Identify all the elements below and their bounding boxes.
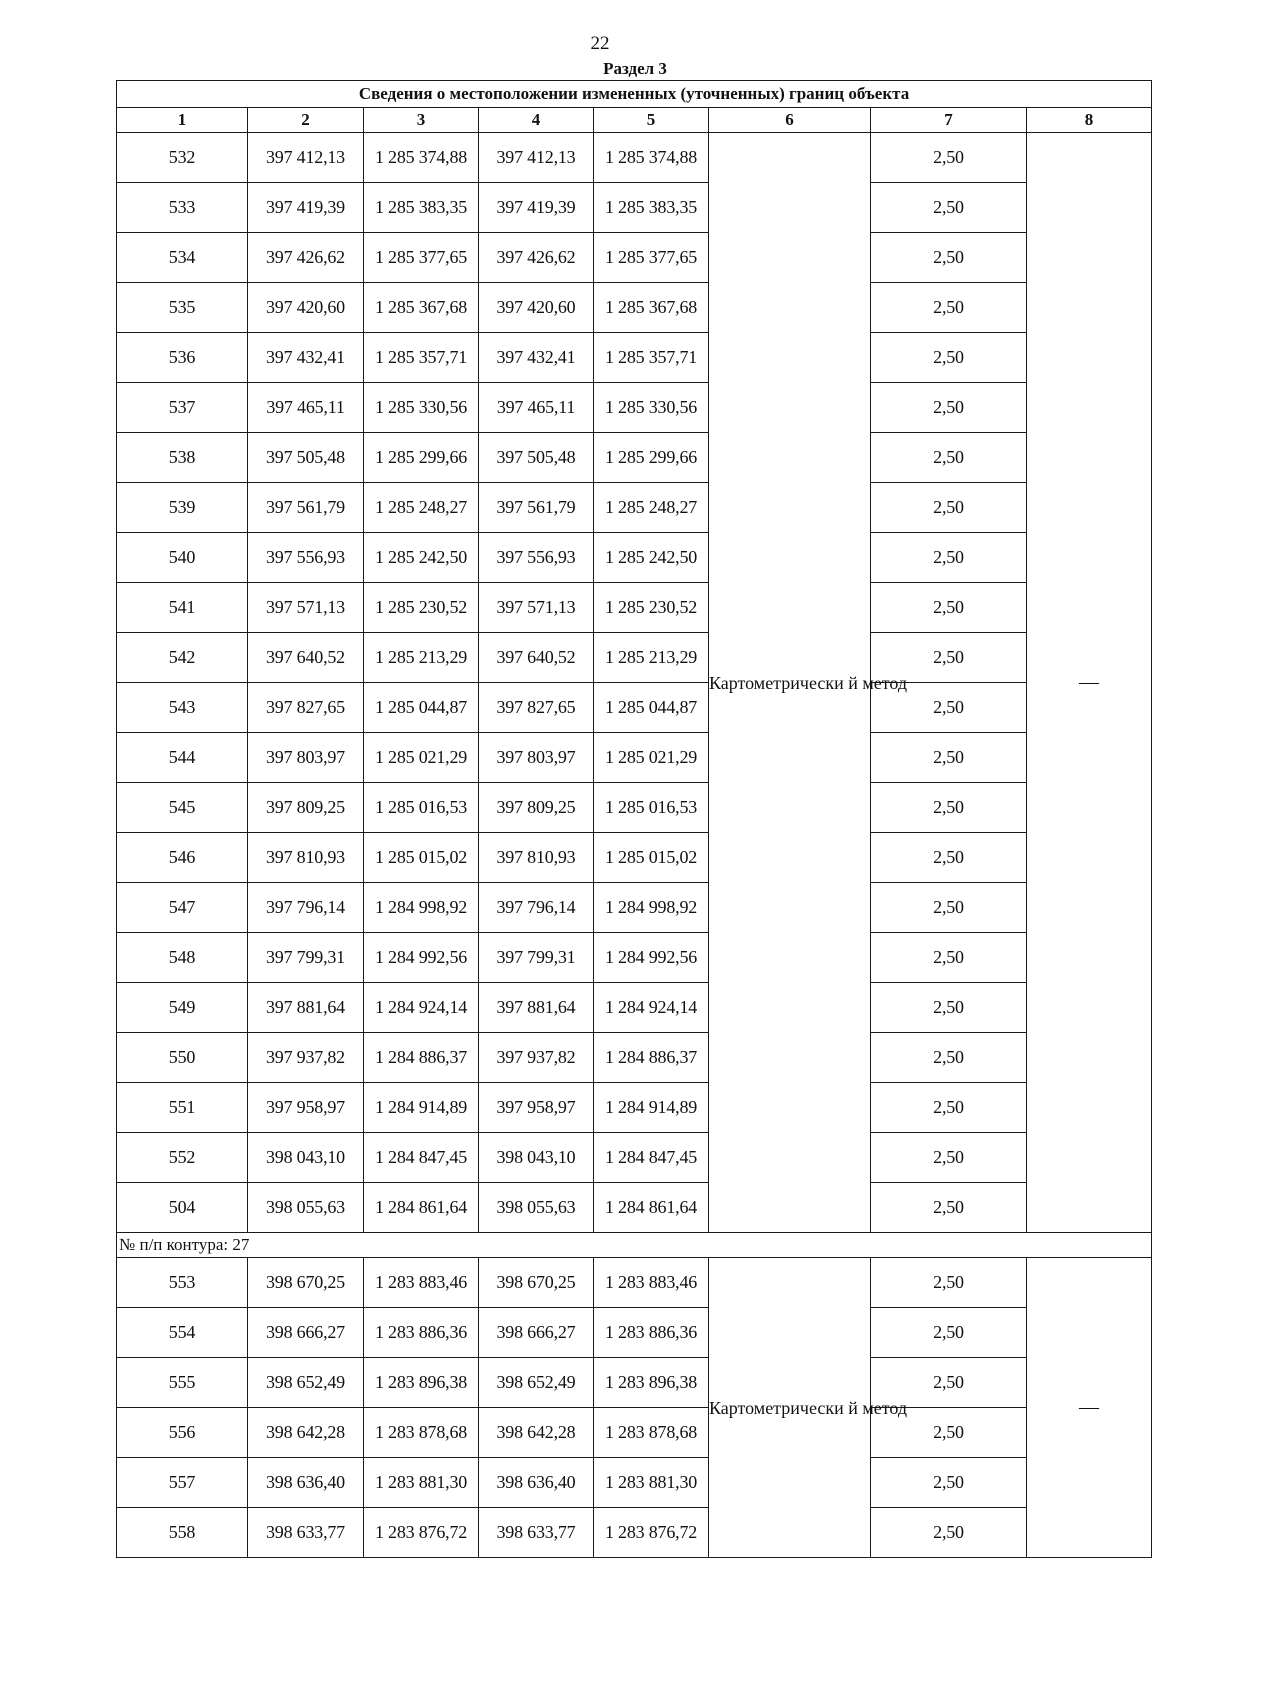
table-row <box>117 1258 1152 1308</box>
y-new-cell: 1 284 847,45 <box>594 1133 709 1183</box>
y-existing-cell: 1 283 878,68 <box>364 1408 479 1458</box>
x-new-cell: 397 803,97 <box>479 733 594 783</box>
x-new-cell: 398 636,40 <box>479 1458 594 1508</box>
y-new-cell: 1 284 886,37 <box>594 1033 709 1083</box>
y-new-cell: 1 284 914,89 <box>594 1083 709 1133</box>
accuracy-cell: 2,50 <box>871 483 1027 533</box>
x-existing-cell: 397 571,13 <box>248 583 364 633</box>
accuracy-cell: 2,50 <box>871 533 1027 583</box>
x-new-cell: 398 670,25 <box>479 1258 594 1308</box>
x-existing-cell: 398 642,28 <box>248 1408 364 1458</box>
y-existing-cell: 1 285 230,52 <box>364 583 479 633</box>
point-number-cell: 548 <box>117 933 248 983</box>
y-existing-cell: 1 284 914,89 <box>364 1083 479 1133</box>
point-number-cell: 537 <box>117 383 248 433</box>
y-new-cell: 1 284 861,64 <box>594 1183 709 1233</box>
y-existing-cell: 1 285 377,65 <box>364 233 479 283</box>
boundary-coordinates-table <box>116 80 1152 1558</box>
accuracy-cell: 2,50 <box>871 583 1027 633</box>
accuracy-cell: 2,50 <box>871 933 1027 983</box>
y-new-cell: 1 285 367,68 <box>594 283 709 333</box>
table-row <box>117 683 1152 733</box>
table-caption: Сведения о местоположении измененных (уточненных) границ объекта <box>117 81 1152 108</box>
table-body <box>117 81 1152 1558</box>
table-row <box>117 283 1152 333</box>
y-new-cell: 1 283 878,68 <box>594 1408 709 1458</box>
y-new-cell: 1 284 992,56 <box>594 933 709 983</box>
column-number: 2 <box>248 108 364 133</box>
accuracy-cell: 2,50 <box>871 1258 1027 1308</box>
accuracy-cell: 2,50 <box>871 183 1027 233</box>
point-number-cell: 553 <box>117 1258 248 1308</box>
x-new-cell: 398 633,77 <box>479 1508 594 1558</box>
x-new-cell: 398 642,28 <box>479 1408 594 1458</box>
x-new-cell: 397 556,93 <box>479 533 594 583</box>
y-existing-cell: 1 285 248,27 <box>364 483 479 533</box>
accuracy-cell: 2,50 <box>871 1183 1027 1233</box>
column-number: 5 <box>594 108 709 133</box>
point-number-cell: 545 <box>117 783 248 833</box>
point-number-cell: 539 <box>117 483 248 533</box>
table-row <box>117 983 1152 1033</box>
accuracy-cell: 2,50 <box>871 1458 1027 1508</box>
y-existing-cell: 1 285 367,68 <box>364 283 479 333</box>
table-row <box>117 333 1152 383</box>
x-new-cell: 397 640,52 <box>479 633 594 683</box>
y-existing-cell: 1 283 896,38 <box>364 1358 479 1408</box>
table-row <box>117 1458 1152 1508</box>
accuracy-cell: 2,50 <box>871 233 1027 283</box>
x-new-cell: 397 799,31 <box>479 933 594 983</box>
x-new-cell: 397 465,11 <box>479 383 594 433</box>
table-row <box>117 183 1152 233</box>
y-existing-cell: 1 285 016,53 <box>364 783 479 833</box>
point-number-cell: 551 <box>117 1083 248 1133</box>
y-existing-cell: 1 285 015,02 <box>364 833 479 883</box>
y-existing-cell: 1 285 044,87 <box>364 683 479 733</box>
y-new-cell: 1 285 213,29 <box>594 633 709 683</box>
x-new-cell: 398 055,63 <box>479 1183 594 1233</box>
y-existing-cell: 1 284 998,92 <box>364 883 479 933</box>
accuracy-cell: 2,50 <box>871 983 1027 1033</box>
point-number-cell: 534 <box>117 233 248 283</box>
x-existing-cell: 397 937,82 <box>248 1033 364 1083</box>
section-title: Раздел 3 <box>603 59 667 78</box>
x-existing-cell: 397 827,65 <box>248 683 364 733</box>
point-number-cell: 557 <box>117 1458 248 1508</box>
point-number-cell: 546 <box>117 833 248 883</box>
point-number-cell: 535 <box>117 283 248 333</box>
accuracy-cell: 2,50 <box>871 283 1027 333</box>
column-number: 1 <box>117 108 248 133</box>
accuracy-cell: 2,50 <box>871 1308 1027 1358</box>
x-existing-cell: 397 803,97 <box>248 733 364 783</box>
point-number-cell: 504 <box>117 1183 248 1233</box>
accuracy-cell: 2,50 <box>871 633 1027 683</box>
y-new-cell: 1 285 383,35 <box>594 183 709 233</box>
point-number-cell: 532 <box>117 133 248 183</box>
x-new-cell: 397 937,82 <box>479 1033 594 1083</box>
x-new-cell: 397 571,13 <box>479 583 594 633</box>
table-row <box>117 383 1152 433</box>
accuracy-cell: 2,50 <box>871 1358 1027 1408</box>
y-existing-cell: 1 284 992,56 <box>364 933 479 983</box>
accuracy-cell: 2,50 <box>871 683 1027 733</box>
y-new-cell: 1 284 924,14 <box>594 983 709 1033</box>
point-number-cell: 544 <box>117 733 248 783</box>
column-number: 6 <box>709 108 871 133</box>
y-new-cell: 1 285 016,53 <box>594 783 709 833</box>
x-new-cell: 397 412,13 <box>479 133 594 183</box>
column-8-cell: — <box>1027 1258 1152 1558</box>
accuracy-cell: 2,50 <box>871 883 1027 933</box>
table-row <box>117 733 1152 783</box>
contour-label-row <box>117 1233 1152 1258</box>
accuracy-cell: 2,50 <box>871 433 1027 483</box>
table-row <box>117 1133 1152 1183</box>
x-new-cell: 397 809,25 <box>479 783 594 833</box>
method-cell: Картометрически й метод <box>709 1258 871 1558</box>
y-new-cell: 1 283 876,72 <box>594 1508 709 1558</box>
y-existing-cell: 1 283 881,30 <box>364 1458 479 1508</box>
point-number-cell: 554 <box>117 1308 248 1358</box>
x-existing-cell: 397 556,93 <box>248 533 364 583</box>
y-new-cell: 1 285 357,71 <box>594 333 709 383</box>
method-cell: Картометрически й метод <box>709 133 871 1233</box>
point-number-cell: 547 <box>117 883 248 933</box>
x-new-cell: 397 432,41 <box>479 333 594 383</box>
point-number-cell: 541 <box>117 583 248 633</box>
accuracy-cell: 2,50 <box>871 783 1027 833</box>
y-existing-cell: 1 285 299,66 <box>364 433 479 483</box>
point-number-cell: 538 <box>117 433 248 483</box>
table-row <box>117 133 1152 183</box>
accuracy-cell: 2,50 <box>871 333 1027 383</box>
x-existing-cell: 397 419,39 <box>248 183 364 233</box>
y-new-cell: 1 283 883,46 <box>594 1258 709 1308</box>
y-new-cell: 1 285 299,66 <box>594 433 709 483</box>
y-new-cell: 1 285 230,52 <box>594 583 709 633</box>
table-row <box>117 1308 1152 1358</box>
x-new-cell: 397 827,65 <box>479 683 594 733</box>
table-row <box>117 883 1152 933</box>
y-new-cell: 1 283 886,36 <box>594 1308 709 1358</box>
point-number-cell: 543 <box>117 683 248 733</box>
x-existing-cell: 398 652,49 <box>248 1358 364 1408</box>
table-row <box>117 633 1152 683</box>
point-number-cell: 550 <box>117 1033 248 1083</box>
y-existing-cell: 1 283 886,36 <box>364 1308 479 1358</box>
y-new-cell: 1 285 015,02 <box>594 833 709 883</box>
y-new-cell: 1 285 242,50 <box>594 533 709 583</box>
y-existing-cell: 1 284 924,14 <box>364 983 479 1033</box>
x-new-cell: 397 561,79 <box>479 483 594 533</box>
y-new-cell: 1 285 021,29 <box>594 733 709 783</box>
y-existing-cell: 1 285 213,29 <box>364 633 479 683</box>
table-row <box>117 583 1152 633</box>
y-existing-cell: 1 285 021,29 <box>364 733 479 783</box>
x-existing-cell: 398 633,77 <box>248 1508 364 1558</box>
column-number: 8 <box>1027 108 1152 133</box>
x-existing-cell: 397 465,11 <box>248 383 364 433</box>
x-new-cell: 398 652,49 <box>479 1358 594 1408</box>
x-existing-cell: 397 958,97 <box>248 1083 364 1133</box>
x-existing-cell: 398 636,40 <box>248 1458 364 1508</box>
contour-label: № п/п контура: 27 <box>117 1233 1152 1258</box>
table-row <box>117 833 1152 883</box>
table-row <box>117 533 1152 583</box>
page-number: 22 <box>590 33 610 54</box>
x-existing-cell: 397 412,13 <box>248 133 364 183</box>
x-existing-cell: 398 055,63 <box>248 1183 364 1233</box>
x-existing-cell: 397 432,41 <box>248 333 364 383</box>
accuracy-cell: 2,50 <box>871 383 1027 433</box>
x-existing-cell: 397 640,52 <box>248 633 364 683</box>
column-number-row <box>117 108 1152 133</box>
table-row <box>117 1083 1152 1133</box>
point-number-cell: 555 <box>117 1358 248 1408</box>
y-existing-cell: 1 285 383,35 <box>364 183 479 233</box>
x-new-cell: 397 426,62 <box>479 233 594 283</box>
table-row <box>117 233 1152 283</box>
x-new-cell: 397 810,93 <box>479 833 594 883</box>
x-existing-cell: 397 561,79 <box>248 483 364 533</box>
x-existing-cell: 397 505,48 <box>248 433 364 483</box>
column-number: 3 <box>364 108 479 133</box>
y-new-cell: 1 285 330,56 <box>594 383 709 433</box>
accuracy-cell: 2,50 <box>871 1133 1027 1183</box>
x-existing-cell: 397 426,62 <box>248 233 364 283</box>
accuracy-cell: 2,50 <box>871 1408 1027 1458</box>
x-new-cell: 398 666,27 <box>479 1308 594 1358</box>
y-existing-cell: 1 285 330,56 <box>364 383 479 433</box>
x-existing-cell: 397 881,64 <box>248 983 364 1033</box>
y-new-cell: 1 283 881,30 <box>594 1458 709 1508</box>
x-new-cell: 397 419,39 <box>479 183 594 233</box>
y-new-cell: 1 285 044,87 <box>594 683 709 733</box>
table-row <box>117 1183 1152 1233</box>
y-existing-cell: 1 283 876,72 <box>364 1508 479 1558</box>
table-row <box>117 933 1152 983</box>
table-row <box>117 1358 1152 1408</box>
accuracy-cell: 2,50 <box>871 1033 1027 1083</box>
y-existing-cell: 1 285 242,50 <box>364 533 479 583</box>
point-number-cell: 542 <box>117 633 248 683</box>
point-number-cell: 536 <box>117 333 248 383</box>
x-existing-cell: 397 809,25 <box>248 783 364 833</box>
accuracy-cell: 2,50 <box>871 1508 1027 1558</box>
y-existing-cell: 1 284 886,37 <box>364 1033 479 1083</box>
x-new-cell: 397 958,97 <box>479 1083 594 1133</box>
x-existing-cell: 398 666,27 <box>248 1308 364 1358</box>
x-existing-cell: 397 810,93 <box>248 833 364 883</box>
table-row <box>117 1408 1152 1458</box>
y-existing-cell: 1 284 847,45 <box>364 1133 479 1183</box>
y-new-cell: 1 285 377,65 <box>594 233 709 283</box>
x-new-cell: 397 505,48 <box>479 433 594 483</box>
column-8-cell: — <box>1027 133 1152 1233</box>
x-existing-cell: 398 043,10 <box>248 1133 364 1183</box>
x-new-cell: 397 420,60 <box>479 283 594 333</box>
accuracy-cell: 2,50 <box>871 733 1027 783</box>
point-number-cell: 556 <box>117 1408 248 1458</box>
point-number-cell: 552 <box>117 1133 248 1183</box>
x-existing-cell: 397 420,60 <box>248 283 364 333</box>
y-new-cell: 1 285 248,27 <box>594 483 709 533</box>
accuracy-cell: 2,50 <box>871 133 1027 183</box>
point-number-cell: 558 <box>117 1508 248 1558</box>
column-number: 7 <box>871 108 1027 133</box>
x-new-cell: 397 796,14 <box>479 883 594 933</box>
table-row <box>117 783 1152 833</box>
table-row <box>117 1508 1152 1558</box>
accuracy-cell: 2,50 <box>871 833 1027 883</box>
accuracy-cell: 2,50 <box>871 1083 1027 1133</box>
y-existing-cell: 1 285 374,88 <box>364 133 479 183</box>
table-row <box>117 483 1152 533</box>
table-row <box>117 433 1152 483</box>
point-number-cell: 533 <box>117 183 248 233</box>
y-existing-cell: 1 285 357,71 <box>364 333 479 383</box>
y-new-cell: 1 285 374,88 <box>594 133 709 183</box>
y-existing-cell: 1 283 883,46 <box>364 1258 479 1308</box>
x-new-cell: 397 881,64 <box>479 983 594 1033</box>
x-existing-cell: 397 796,14 <box>248 883 364 933</box>
point-number-cell: 540 <box>117 533 248 583</box>
table-row <box>117 1033 1152 1083</box>
x-existing-cell: 398 670,25 <box>248 1258 364 1308</box>
y-existing-cell: 1 284 861,64 <box>364 1183 479 1233</box>
table-caption-row <box>117 81 1152 108</box>
y-new-cell: 1 284 998,92 <box>594 883 709 933</box>
x-new-cell: 398 043,10 <box>479 1133 594 1183</box>
y-new-cell: 1 283 896,38 <box>594 1358 709 1408</box>
point-number-cell: 549 <box>117 983 248 1033</box>
x-existing-cell: 397 799,31 <box>248 933 364 983</box>
column-number: 4 <box>479 108 594 133</box>
